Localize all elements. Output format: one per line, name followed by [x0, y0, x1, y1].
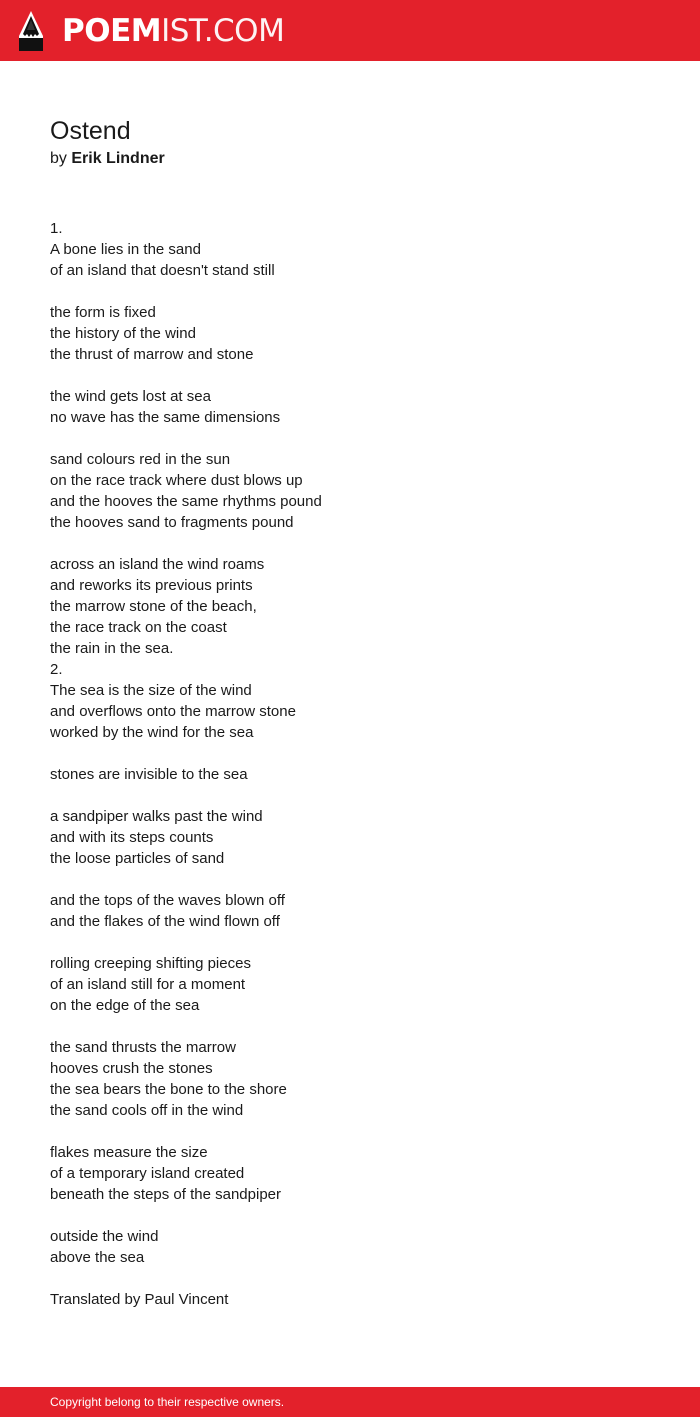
poem-line: on the edge of the sea	[50, 997, 200, 1014]
stanza-break	[50, 428, 650, 449]
by-label: by	[50, 150, 67, 167]
poem-line: above the sea	[50, 1249, 145, 1266]
poem-line: stones are invisible to the sea	[50, 766, 248, 783]
stanza-break	[50, 1205, 650, 1226]
poem-line: and the tops of the waves blown off	[50, 892, 285, 909]
poem-line: 1.	[50, 220, 63, 237]
poem-line: the form is fixed	[50, 304, 156, 321]
poem-line: outside the wind	[50, 1228, 159, 1245]
stanza-break	[50, 281, 650, 302]
poem-line: and the flakes of the wind flown off	[50, 913, 280, 930]
copyright-text: Copyright belong to their respective owners.	[50, 1395, 285, 1409]
poem-line: on the race track where dust blows up	[50, 472, 303, 489]
poem-line: and reworks its previous prints	[50, 577, 253, 594]
poem-line: the race track on the coast	[50, 619, 227, 636]
stanza-break	[50, 869, 650, 890]
home-link[interactable]	[0, 0, 285, 61]
poem-line: and overflows onto the marrow stone	[50, 703, 296, 720]
poem-line: sand colours red in the sun	[50, 451, 231, 468]
poem-line: no wave has the same dimensions	[50, 409, 281, 426]
poem-line: of an island that doesn't stand still	[50, 262, 275, 279]
stanza-break	[50, 533, 650, 554]
author-name: Erik Lindner	[71, 150, 165, 167]
poem-line: The sea is the size of the wind	[50, 682, 252, 699]
poem-line: the sea bears the bone to the shore	[50, 1081, 287, 1098]
pencil-nib-icon	[18, 10, 44, 52]
poem-line: the hooves sand to fragments pound	[50, 514, 294, 531]
poem-line: the loose particles of sand	[50, 850, 225, 867]
poem-line: A bone lies in the sand	[50, 241, 201, 258]
poem-line: the sand thrusts the marrow	[50, 1039, 236, 1056]
poem-line: the sand cools off in the wind	[50, 1102, 244, 1119]
stanza-break	[50, 743, 650, 764]
stanza-break	[50, 785, 650, 806]
site-logo-text	[62, 13, 284, 49]
poem-line: of a temporary island created	[50, 1165, 245, 1182]
poem-line: the marrow stone of the beach,	[50, 598, 257, 615]
poem-line: rolling creeping shifting pieces	[50, 955, 251, 972]
brand-bold: POEM	[62, 13, 162, 49]
poem-line: worked by the wind for the sea	[50, 724, 254, 741]
site-footer	[0, 1387, 700, 1417]
poem-line: and with its steps counts	[50, 829, 214, 846]
stanza-break	[50, 1016, 650, 1037]
poem-byline	[50, 148, 165, 169]
poem-line: across an island the wind roams	[50, 556, 265, 573]
poem-line: the thrust of marrow and stone	[50, 346, 254, 363]
poem-body	[50, 218, 650, 1310]
poem-line: the wind gets lost at sea	[50, 388, 211, 405]
poem-line: Translated by Paul Vincent	[50, 1291, 229, 1308]
poem-line: and the hooves the same rhythms pound	[50, 493, 322, 510]
stanza-break	[50, 1268, 650, 1289]
poem-line: the history of the wind	[50, 325, 196, 342]
poem-line: a sandpiper walks past the wind	[50, 808, 263, 825]
poem-line: hooves crush the stones	[50, 1060, 213, 1077]
poem-line: 2.	[50, 661, 63, 678]
poem-line: flakes measure the size	[50, 1144, 208, 1161]
poem-line: of an island still for a moment	[50, 976, 246, 993]
poem-line: the rain in the sea.	[50, 640, 174, 657]
stanza-break	[50, 365, 650, 386]
poem-line: beneath the steps of the sandpiper	[50, 1186, 282, 1203]
stanza-break	[50, 932, 650, 953]
site-header	[0, 0, 700, 61]
brand-light: IST.COM	[161, 13, 285, 49]
stanza-break	[50, 1121, 650, 1142]
poem-title: Ostend	[50, 117, 131, 145]
